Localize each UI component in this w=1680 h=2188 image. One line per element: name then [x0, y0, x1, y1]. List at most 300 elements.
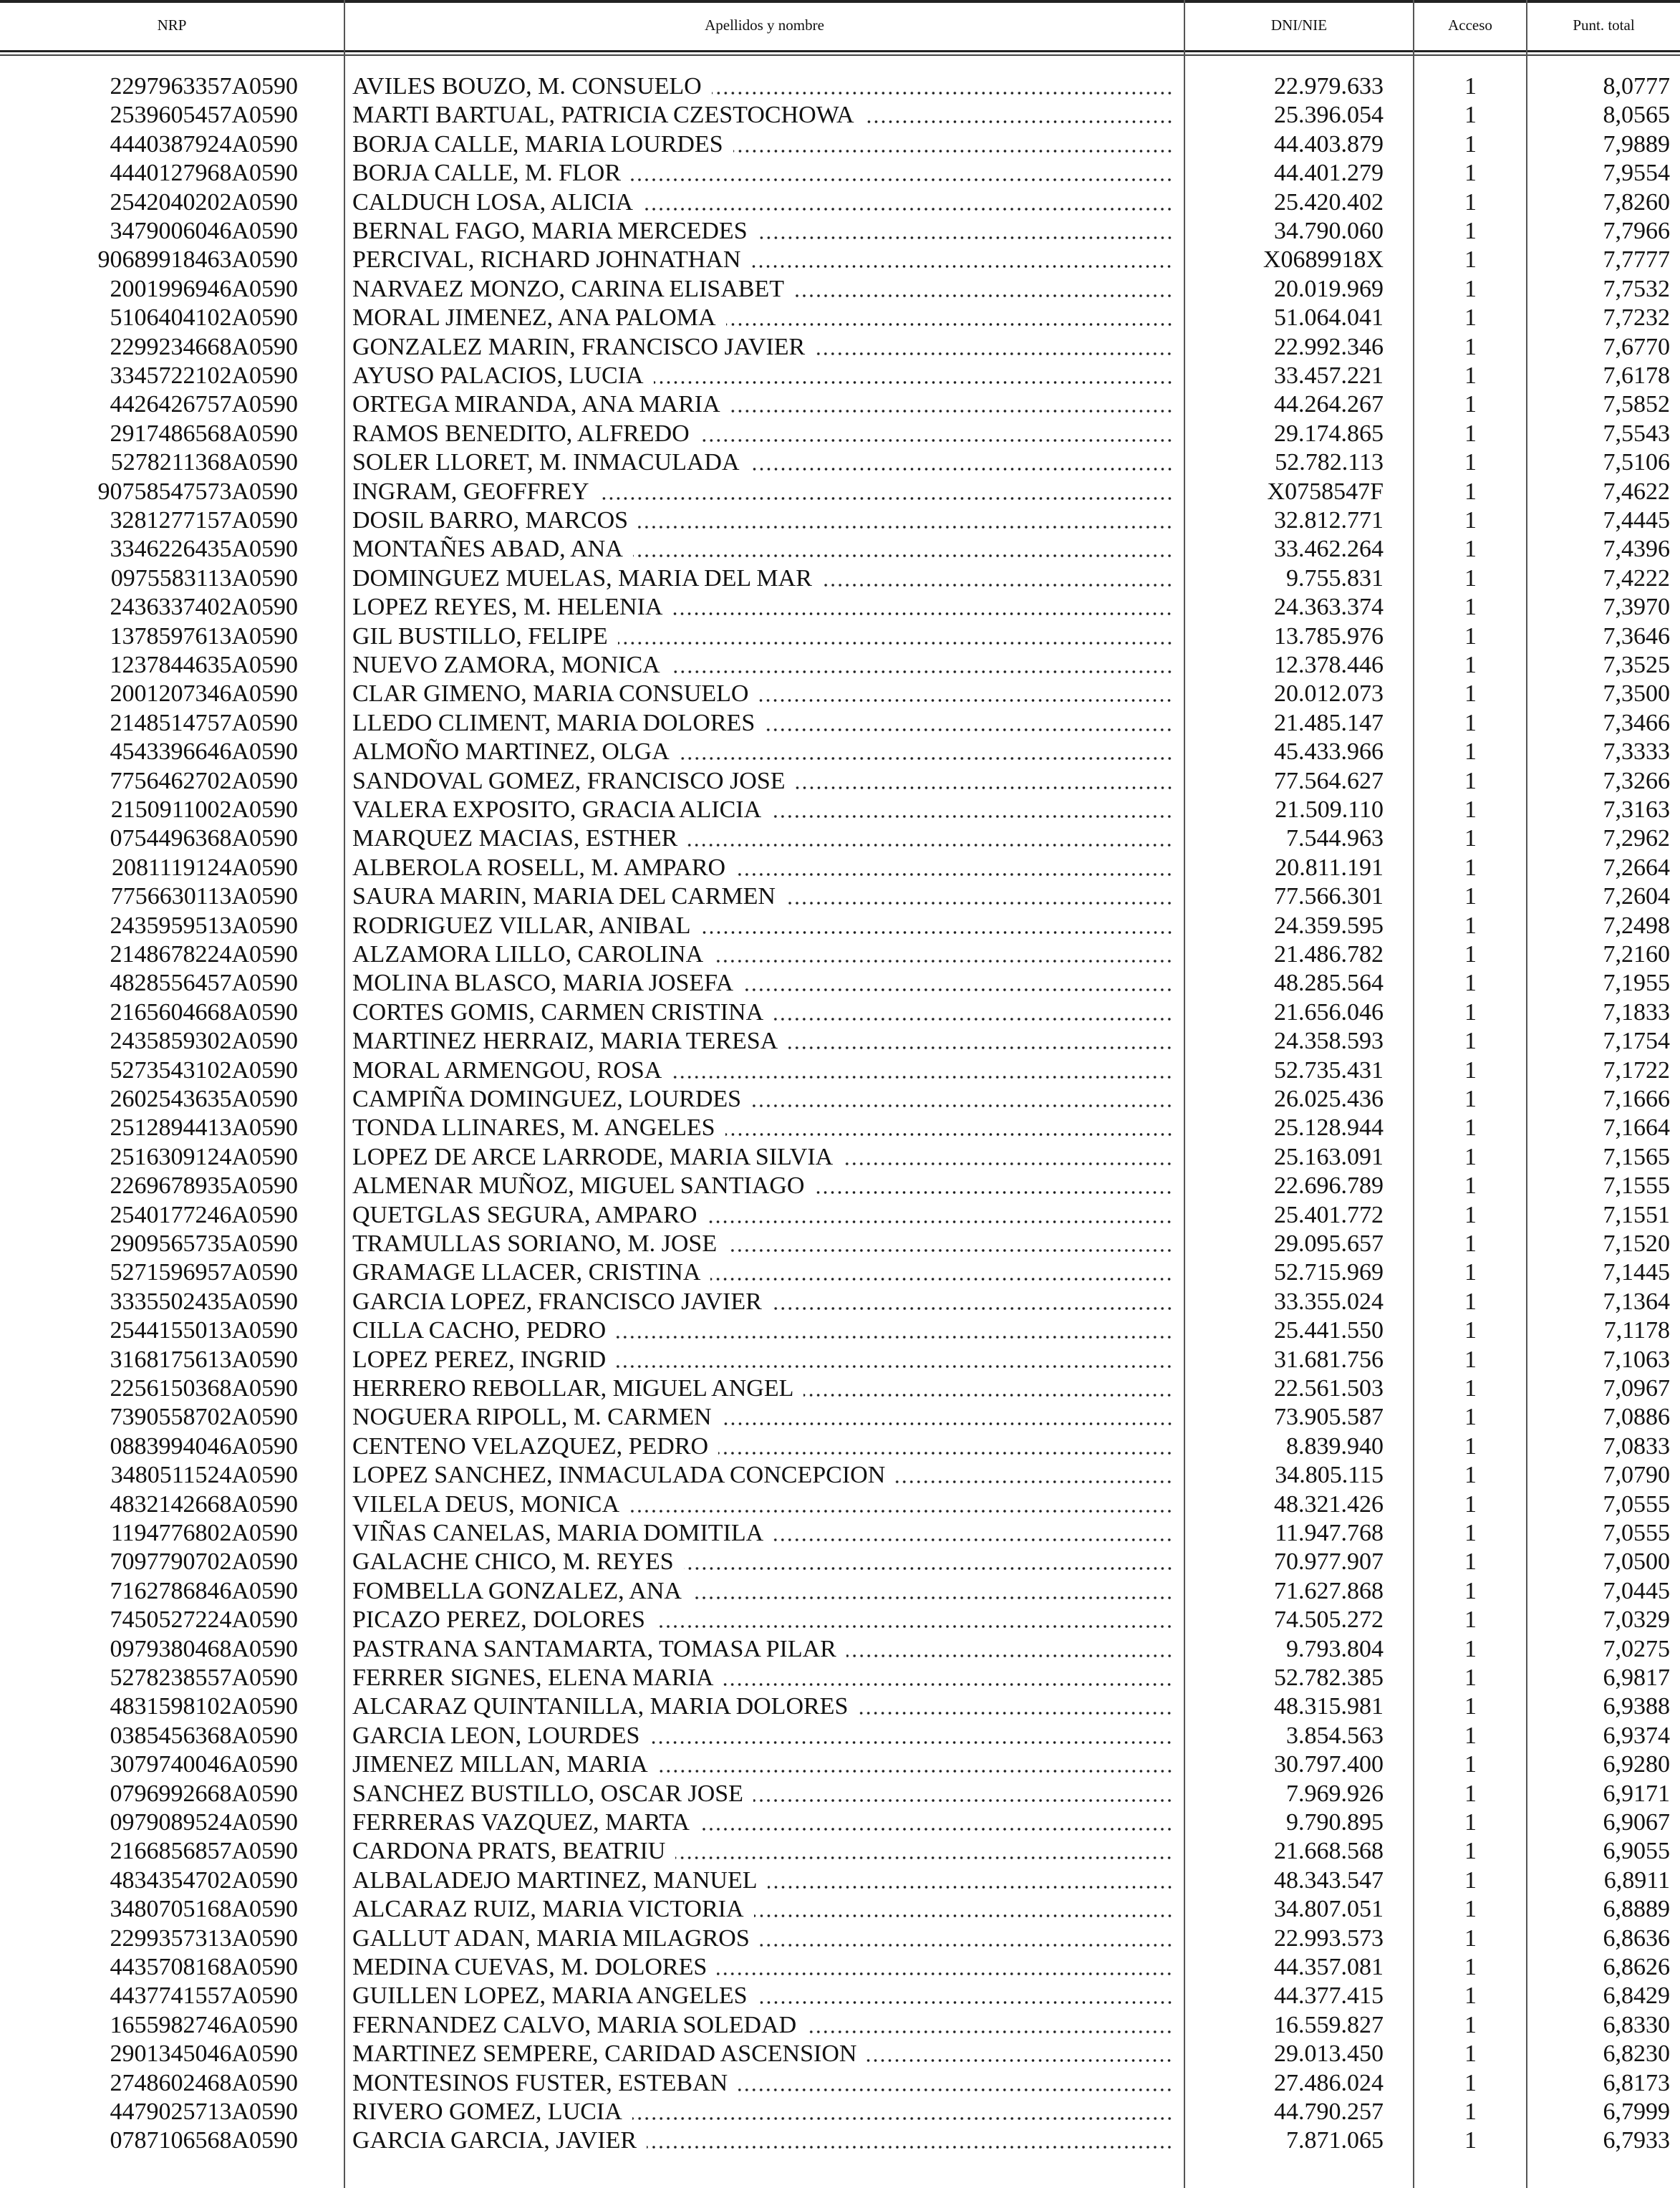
cell-nrp: 2148678224A0590: [110, 941, 298, 968]
cell-puntuacion: 7,0445: [1603, 1577, 1670, 1604]
name-text: ALMENAR MUÑOZ, MIGUEL SANTIAGO: [352, 1172, 805, 1200]
cell-puntuacion: 7,0329: [1603, 1606, 1670, 1634]
dot-leader: [725, 1132, 1173, 1137]
name-text: FERRER SIGNES, ELENA MARIA: [352, 1664, 714, 1691]
cell-puntuacion: 6,7999: [1603, 2098, 1670, 2125]
cell-nrp: 4437741557A0590: [110, 1982, 298, 2010]
cell-nrp: 2435959513A0590: [110, 912, 298, 939]
cell-name: [352, 1461, 1173, 1490]
cell-dni: 44.377.415: [1274, 1982, 1384, 2010]
cell-dni: 34.807.051: [1274, 1896, 1384, 1923]
dot-leader: [616, 1335, 1173, 1339]
table-row: [0, 420, 1680, 448]
cell-acceso: 1: [1464, 2069, 1477, 2096]
table-row: [0, 304, 1680, 332]
table-row: [0, 1837, 1680, 1866]
cell-acceso: 1: [1464, 246, 1477, 274]
name-text: BORJA CALLE, M. FLOR: [352, 160, 621, 187]
name-text: AVILES BOUZO, M. CONSUELO: [352, 73, 702, 100]
cell-dni: 20.012.073: [1274, 680, 1384, 708]
table-row: [0, 1143, 1680, 1172]
cell-puntuacion: 7,2160: [1603, 941, 1670, 968]
cell-puntuacion: 7,5852: [1603, 391, 1670, 418]
header-puntuacion: Punt. total: [1573, 16, 1635, 34]
cell-dni: 26.025.436: [1274, 1086, 1384, 1112]
cell-name: [352, 564, 1173, 593]
cell-name: [352, 622, 1173, 651]
cell-acceso: 1: [1464, 1780, 1477, 1807]
cell-name: [352, 1114, 1173, 1142]
cell-acceso: 1: [1464, 796, 1477, 823]
cell-acceso: 1: [1464, 130, 1477, 158]
name-text: LOPEZ DE ARCE LARRODE, MARIA SILVIA: [352, 1143, 834, 1170]
name-text: GUILLEN LOPEZ, MARIA ANGELES: [352, 1982, 748, 2010]
table-row: [0, 1114, 1680, 1142]
cell-name: [352, 1953, 1173, 1982]
cell-puntuacion: 7,1178: [1603, 1317, 1670, 1344]
cell-nrp: 3479006046A0590: [110, 218, 298, 244]
cell-name: [352, 1374, 1173, 1403]
table-row: [0, 1027, 1680, 1056]
cell-name: [352, 738, 1173, 766]
cell-name: [352, 854, 1173, 882]
cell-acceso: 1: [1464, 1548, 1477, 1576]
cell-acceso: 1: [1464, 1172, 1477, 1200]
cell-puntuacion: 7,5106: [1603, 449, 1670, 476]
cell-dni: 77.566.301: [1274, 883, 1384, 910]
dot-leader: [631, 178, 1173, 182]
cell-acceso: 1: [1464, 449, 1477, 476]
cell-acceso: 1: [1464, 1954, 1477, 1980]
cell-puntuacion: 6,8429: [1603, 1982, 1670, 2010]
cell-name: [352, 1316, 1173, 1345]
cell-nrp: 3079740046A0590: [110, 1751, 298, 1778]
name-text: TONDA LLINARES, M. ANGELES: [352, 1114, 715, 1142]
cell-name: [352, 1519, 1173, 1548]
dot-leader: [672, 612, 1173, 616]
cell-nrp: 7756462702A0590: [110, 767, 298, 794]
cell-acceso: 1: [1464, 1838, 1477, 1865]
name-text: AYUSO PALACIOS, LUCIA: [352, 362, 644, 389]
table-row: [0, 1490, 1680, 1519]
cell-nrp: 0883994046A0590: [110, 1432, 298, 1460]
cell-nrp: 0385456368A0590: [110, 1722, 298, 1749]
cell-acceso: 1: [1464, 1086, 1477, 1112]
cell-puntuacion: 7,8260: [1603, 188, 1670, 216]
cell-name: [352, 796, 1173, 824]
cell-dni: 73.905.587: [1274, 1404, 1384, 1431]
table-row: [0, 1635, 1680, 1664]
cell-nrp: 2540177246A0590: [110, 1201, 298, 1228]
name-text: MARTINEZ HERRAIZ, MARIA TERESA: [352, 1028, 778, 1055]
table-row: [0, 824, 1680, 853]
cell-dni: 24.363.374: [1274, 594, 1384, 621]
table-row: [0, 651, 1680, 680]
cell-name: [352, 1432, 1173, 1461]
cell-nrp: 4831598102A0590: [110, 1693, 298, 1720]
cell-name: [352, 1606, 1173, 1634]
dot-leader: [710, 1277, 1173, 1281]
name-text: PERCIVAL, RICHARD JOHNATHAN: [352, 246, 741, 274]
cell-nrp: 2166856857A0590: [110, 1838, 298, 1865]
table-row: [0, 796, 1680, 824]
cell-dni: 51.064.041: [1274, 304, 1384, 332]
cell-dni: 48.321.426: [1274, 1490, 1384, 1518]
cell-dni: 20.019.969: [1274, 275, 1384, 302]
cell-nrp: 4440127968A0590: [110, 160, 298, 187]
cell-dni: 7.544.963: [1286, 825, 1384, 852]
name-text: LOPEZ PEREZ, INGRID: [352, 1346, 607, 1373]
cell-puntuacion: 7,1722: [1603, 1056, 1670, 1084]
cell-dni: 44.401.279: [1274, 160, 1384, 187]
cell-acceso: 1: [1464, 391, 1477, 418]
cell-acceso: 1: [1464, 1143, 1477, 1170]
dot-leader: [858, 1711, 1173, 1715]
cell-acceso: 1: [1464, 420, 1477, 447]
cell-puntuacion: 8,0565: [1603, 102, 1670, 129]
cell-name: [352, 680, 1173, 708]
name-text: FERRERAS VAZQUEZ, MARTA: [352, 1809, 690, 1836]
cell-name: [352, 1895, 1173, 1924]
dot-leader: [773, 1017, 1173, 1021]
table-row: [0, 1548, 1680, 1576]
name-text: ALBALADEJO MARTINEZ, MANUEL: [352, 1866, 758, 1894]
cell-acceso: 1: [1464, 1375, 1477, 1402]
table-row: [0, 1432, 1680, 1461]
dot-leader: [713, 959, 1173, 963]
cell-name: [352, 593, 1173, 622]
cell-name: [352, 333, 1173, 362]
dot-leader: [616, 1364, 1173, 1369]
name-text: DOSIL BARRO, MARCOS: [352, 507, 629, 534]
table-row: [0, 1577, 1680, 1606]
dot-leader: [684, 1566, 1173, 1571]
cell-nrp: 2148514757A0590: [110, 709, 298, 736]
name-text: GALLUT ADAN, MARIA MILAGROS: [352, 1924, 750, 1952]
cell-acceso: 1: [1464, 1577, 1477, 1604]
name-text: RAMOS BENEDITO, ALFREDO: [352, 420, 690, 447]
cell-puntuacion: 7,2498: [1603, 912, 1670, 939]
cell-name: [352, 651, 1173, 680]
cell-nrp: 2901345046A0590: [110, 2040, 298, 2068]
cell-puntuacion: 7,1565: [1603, 1143, 1670, 1170]
cell-dni: 44.264.267: [1274, 391, 1384, 418]
dot-leader: [758, 698, 1173, 703]
cell-nrp: 5271596957A0590: [110, 1259, 298, 1286]
cell-dni: 70.977.907: [1274, 1548, 1384, 1576]
table-row: [0, 535, 1680, 564]
cell-dni: 21.485.147: [1274, 709, 1384, 736]
cell-name: [352, 390, 1173, 419]
cell-acceso: 1: [1464, 1462, 1477, 1489]
cell-acceso: 1: [1464, 564, 1477, 592]
cell-name: [352, 1490, 1173, 1519]
cell-name: [352, 709, 1173, 738]
dot-leader: [735, 872, 1173, 877]
table-row: [0, 1346, 1680, 1374]
cell-name: [352, 1230, 1173, 1258]
name-text: GALACHE CHICO, M. REYES: [352, 1548, 674, 1576]
cell-nrp: 0754496368A0590: [110, 825, 298, 852]
name-text: NARVAEZ MONZO, CARINA ELISABET: [352, 275, 784, 302]
cell-puntuacion: 7,6770: [1603, 333, 1670, 360]
cell-dni: 21.668.568: [1274, 1838, 1384, 1865]
cell-puntuacion: 6,8636: [1603, 1924, 1670, 1952]
cell-acceso: 1: [1464, 1230, 1477, 1257]
table-row: [0, 1403, 1680, 1432]
name-text: CAMPIÑA DOMINGUEZ, LOURDES: [352, 1086, 742, 1112]
dot-leader: [760, 1943, 1173, 1947]
name-text: GIL BUSTILLO, FELIPE: [352, 622, 608, 650]
cell-nrp: 3346226435A0590: [110, 536, 298, 563]
cell-name: [352, 506, 1173, 535]
cell-acceso: 1: [1464, 680, 1477, 708]
dot-leader: [707, 1220, 1173, 1224]
name-text: LOPEZ REYES, M. HELENIA: [352, 594, 663, 621]
cell-name: [352, 535, 1173, 564]
cell-puntuacion: 7,3500: [1603, 680, 1670, 708]
cell-nrp: 2516309124A0590: [110, 1143, 298, 1170]
cell-puntuacion: 7,1754: [1603, 1028, 1670, 1055]
table-row: [0, 1519, 1680, 1548]
cell-dni: 74.505.272: [1274, 1606, 1384, 1634]
cell-dni: X0689918X: [1263, 246, 1384, 274]
name-text: BORJA CALLE, MARIA LOURDES: [352, 130, 723, 158]
cell-dni: 24.358.593: [1274, 1028, 1384, 1055]
dot-leader: [843, 1162, 1173, 1166]
cell-dni: 7.871.065: [1286, 2127, 1384, 2154]
cell-acceso: 1: [1464, 652, 1477, 678]
cell-name: [352, 304, 1173, 332]
cell-dni: 9.793.804: [1286, 1635, 1384, 1662]
dot-leader: [758, 236, 1173, 240]
cell-name: [352, 448, 1173, 477]
cell-acceso: 1: [1464, 160, 1477, 187]
dot-leader: [717, 1972, 1173, 1976]
cell-nrp: 2001996946A0590: [110, 275, 298, 302]
cell-nrp: 2544155013A0590: [110, 1317, 298, 1344]
cell-acceso: 1: [1464, 1056, 1477, 1084]
cell-nrp: 4834354702A0590: [110, 1866, 298, 1894]
cell-name: [352, 1722, 1173, 1750]
dot-leader: [633, 554, 1173, 558]
dot-leader: [788, 1046, 1173, 1050]
cell-puntuacion: 7,4445: [1603, 507, 1670, 534]
cell-name: [352, 2040, 1173, 2068]
name-text: ALCARAZ RUIZ, MARIA VICTORIA: [352, 1896, 744, 1923]
cell-nrp: 3480705168A0590: [110, 1896, 298, 1923]
cell-acceso: 1: [1464, 1809, 1477, 1836]
dot-leader: [692, 1596, 1173, 1600]
cell-name: [352, 275, 1173, 304]
cell-acceso: 1: [1464, 1317, 1477, 1344]
cell-acceso: 1: [1464, 2011, 1477, 2038]
cell-puntuacion: 7,9889: [1603, 130, 1670, 158]
table-row: [0, 622, 1680, 651]
cell-dni: X0758547F: [1267, 478, 1384, 505]
cell-nrp: 2081119124A0590: [111, 854, 298, 881]
cell-puntuacion: 7,1364: [1603, 1288, 1670, 1315]
cell-puntuacion: 7,0555: [1603, 1490, 1670, 1518]
table-row: [0, 564, 1680, 593]
cell-puntuacion: 7,3525: [1603, 652, 1670, 678]
table-row: [0, 217, 1680, 246]
table-row: [0, 767, 1680, 796]
cell-acceso: 1: [1464, 738, 1477, 766]
table-row: [0, 188, 1680, 217]
cell-puntuacion: 6,9280: [1603, 1751, 1670, 1778]
table-row: [0, 1461, 1680, 1490]
table-row: [0, 2011, 1680, 2040]
dot-leader: [712, 91, 1173, 95]
cell-puntuacion: 7,1445: [1603, 1259, 1670, 1286]
cell-puntuacion: 7,3466: [1603, 709, 1670, 736]
cell-dni: 24.359.595: [1274, 912, 1384, 939]
name-text: CORTES GOMIS, CARMEN CRISTINA: [352, 998, 764, 1026]
cell-dni: 32.812.771: [1274, 507, 1384, 534]
cell-nrp: 4426426757A0590: [110, 391, 298, 418]
cell-puntuacion: 7,0275: [1603, 1635, 1670, 1662]
cell-dni: 11.947.768: [1275, 1520, 1384, 1546]
cell-dni: 22.561.503: [1274, 1375, 1384, 1402]
name-text: TRAMULLAS SORIANO, M. JOSE: [352, 1230, 718, 1257]
name-text: FERNANDEZ CALVO, MARIA SOLEDAD: [352, 2011, 797, 2038]
cell-name: [352, 1056, 1173, 1085]
cell-name: [352, 1143, 1173, 1172]
header-nrp: NRP: [157, 16, 187, 34]
header-acceso: Acceso: [1448, 16, 1492, 34]
cell-nrp: 2539605457A0590: [110, 102, 298, 129]
cell-nrp: 0796992668A0590: [110, 1780, 298, 1807]
cell-name: [352, 130, 1173, 159]
cell-name: [352, 188, 1173, 217]
cell-nrp: 5278211368A0590: [110, 449, 298, 476]
dot-leader: [750, 467, 1173, 471]
cell-acceso: 1: [1464, 1751, 1477, 1778]
cell-nrp: 90758547573A0590: [97, 478, 298, 505]
cell-puntuacion: 7,7777: [1603, 246, 1670, 274]
table-row: [0, 448, 1680, 477]
cell-nrp: 4832142668A0590: [110, 1490, 298, 1518]
cell-puntuacion: 7,1520: [1603, 1230, 1670, 1257]
table-row: [0, 969, 1680, 998]
dot-leader: [658, 1769, 1173, 1773]
header-dni: DNI/NIE: [1270, 16, 1328, 34]
cell-dni: 25.401.772: [1274, 1201, 1384, 1228]
cell-nrp: 3480511524A0590: [110, 1462, 298, 1489]
table-row: [0, 593, 1680, 622]
table-row: [0, 1866, 1680, 1895]
cell-nrp: 2435859302A0590: [110, 1028, 298, 1055]
name-text: ALZAMORA LILLO, CAROLINA: [352, 941, 704, 968]
cell-dni: 7.969.926: [1286, 1780, 1384, 1807]
cell-name: [352, 2126, 1173, 2155]
cell-acceso: 1: [1464, 2098, 1477, 2125]
cell-acceso: 1: [1464, 1520, 1477, 1546]
cell-dni: 25.420.402: [1274, 188, 1384, 216]
cell-nrp: 2512894413A0590: [110, 1114, 298, 1142]
cell-acceso: 1: [1464, 1606, 1477, 1634]
cell-dni: 33.355.024: [1274, 1288, 1384, 1315]
cell-acceso: 1: [1464, 188, 1477, 216]
name-text: GARCIA LOPEZ, FRANCISCO JAVIER: [352, 1288, 762, 1315]
cell-nrp: 2299357313A0590: [110, 1924, 298, 1952]
cell-acceso: 1: [1464, 218, 1477, 244]
cell-dni: 21.486.782: [1274, 941, 1384, 968]
cell-nrp: 1378597613A0590: [110, 622, 298, 650]
dot-leader: [650, 1740, 1173, 1745]
dot-leader: [765, 728, 1173, 732]
cell-dni: 48.343.547: [1274, 1866, 1384, 1894]
cell-dni: 25.163.091: [1274, 1143, 1384, 1170]
table-row: [0, 130, 1680, 159]
cell-acceso: 1: [1464, 709, 1477, 736]
table-row: [0, 998, 1680, 1027]
cell-nrp: 4440387924A0590: [110, 130, 298, 158]
dot-leader: [726, 322, 1173, 327]
cell-acceso: 1: [1464, 941, 1477, 968]
cell-name: [352, 478, 1173, 506]
dot-leader: [794, 294, 1173, 298]
cell-puntuacion: 7,3266: [1603, 767, 1670, 794]
table-row: [0, 680, 1680, 708]
cell-nrp: 4479025713A0590: [110, 2098, 298, 2125]
name-text: CALDUCH LOSA, ALICIA: [352, 188, 633, 216]
cell-dni: 9.790.895: [1286, 1809, 1384, 1836]
cell-puntuacion: 7,0886: [1603, 1404, 1670, 1431]
table-row: [0, 940, 1680, 969]
dot-leader: [727, 1248, 1173, 1253]
name-text: ALCARAZ QUINTANILLA, MARIA DOLORES: [352, 1693, 849, 1720]
cell-dni: 52.715.969: [1274, 1259, 1384, 1286]
dot-leader: [638, 525, 1173, 529]
table-row: [0, 1056, 1680, 1085]
cell-acceso: 1: [1464, 1693, 1477, 1720]
dot-leader: [733, 149, 1173, 153]
cell-name: [352, 2011, 1173, 2040]
cell-puntuacion: 7,1666: [1603, 1086, 1670, 1112]
cell-dni: 52.782.113: [1275, 449, 1384, 476]
dot-leader: [629, 1509, 1173, 1513]
cell-acceso: 1: [1464, 594, 1477, 621]
name-text: MONTAÑES ABAD, ANA: [352, 536, 623, 563]
cell-puntuacion: 7,0790: [1603, 1462, 1670, 1489]
cell-name: [352, 1664, 1173, 1692]
cell-dni: 44.403.879: [1274, 130, 1384, 158]
table-row: [0, 1316, 1680, 1345]
cell-dni: 29.174.865: [1274, 420, 1384, 447]
cell-name: [352, 1258, 1173, 1287]
name-text: RIVERO GOMEZ, LUCIA: [352, 2098, 622, 2125]
dot-leader: [738, 2088, 1173, 2092]
cell-puntuacion: 7,0500: [1603, 1548, 1670, 1576]
table-row: [0, 506, 1680, 535]
cell-nrp: 2436337402A0590: [110, 594, 298, 621]
name-text: MORAL JIMENEZ, ANA PALOMA: [352, 304, 716, 332]
cell-puntuacion: 7,4396: [1603, 536, 1670, 563]
cell-name: [352, 1750, 1173, 1779]
cell-dni: 48.315.981: [1274, 1693, 1384, 1720]
cell-puntuacion: 7,1063: [1603, 1346, 1670, 1373]
cell-nrp: 5278238557A0590: [110, 1664, 298, 1691]
cell-puntuacion: 7,7232: [1603, 304, 1670, 332]
cell-puntuacion: 6,8330: [1603, 2011, 1670, 2038]
cell-dni: 29.013.450: [1274, 2040, 1384, 2068]
cell-acceso: 1: [1464, 767, 1477, 794]
cell-puntuacion: 6,9067: [1603, 1809, 1670, 1836]
cell-name: [352, 2069, 1173, 2098]
cell-nrp: 90689918463A0590: [97, 246, 298, 274]
